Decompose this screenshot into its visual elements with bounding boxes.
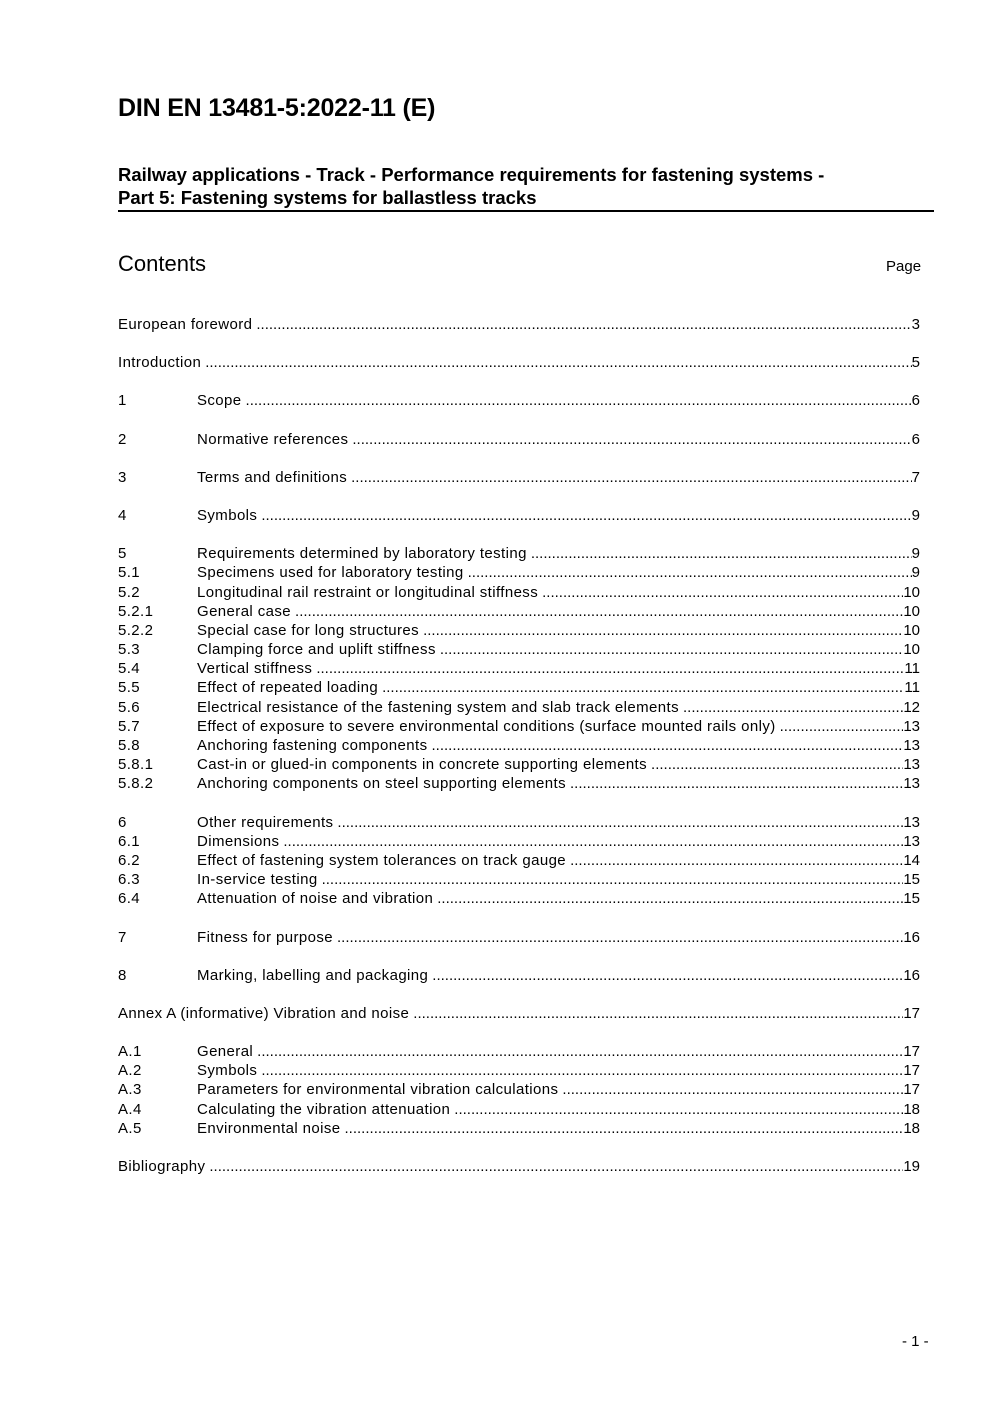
toc-leader bbox=[570, 774, 903, 793]
toc-page: 10 bbox=[903, 621, 920, 639]
toc-page: 9 bbox=[911, 506, 920, 524]
toc-page: 16 bbox=[903, 928, 920, 946]
toc-page: 18 bbox=[903, 1100, 920, 1118]
toc-page: 18 bbox=[903, 1119, 920, 1137]
toc-entry-introduction[interactable] bbox=[118, 353, 920, 372]
toc-title: Specimens used for laboratory testing bbox=[197, 564, 464, 582]
toc-leader bbox=[345, 1119, 904, 1138]
toc-title: Terms and definitions bbox=[197, 468, 348, 486]
toc-page: 13 bbox=[903, 756, 920, 774]
toc-number: 5.2.1 bbox=[118, 602, 154, 620]
toc-leader bbox=[432, 966, 903, 985]
toc-entry-4[interactable] bbox=[118, 506, 920, 525]
toc-title: General case bbox=[197, 602, 292, 620]
toc-entry-5-8-1[interactable] bbox=[118, 755, 920, 774]
toc-leader bbox=[413, 1004, 903, 1023]
toc-number: 5.4 bbox=[118, 660, 141, 678]
toc-title: Anchoring fastening components bbox=[197, 737, 428, 754]
toc-number: A.4 bbox=[118, 1100, 142, 1118]
toc-leader bbox=[437, 889, 903, 908]
toc-entry-3[interactable] bbox=[118, 468, 920, 487]
toc-number: 1 bbox=[118, 392, 127, 410]
toc-leader bbox=[570, 851, 903, 870]
toc-entry-european-foreword[interactable] bbox=[118, 315, 920, 334]
toc-title: Clamping force and uplift stiffness bbox=[197, 641, 436, 659]
toc-title: Marking, labelling and packaging bbox=[197, 966, 429, 984]
toc-title: Special case for long structures bbox=[197, 621, 420, 639]
toc-page: 9 bbox=[911, 564, 920, 582]
toc-title: Requirements determined by laboratory testing bbox=[197, 545, 527, 563]
toc-entry-5[interactable] bbox=[118, 544, 920, 563]
toc-leader bbox=[257, 1042, 903, 1061]
toc-page: 9 bbox=[911, 545, 920, 563]
toc-leader bbox=[316, 659, 904, 678]
toc-entry-5-8-2[interactable] bbox=[118, 774, 920, 793]
toc-entry-6-2[interactable] bbox=[118, 851, 920, 870]
toc-page: 7 bbox=[911, 468, 920, 486]
toc-number: 7 bbox=[118, 928, 127, 946]
toc-number: 6.2 bbox=[118, 851, 141, 869]
toc-title: In-service testing bbox=[197, 871, 318, 889]
toc-title: Fitness for purpose bbox=[197, 928, 333, 946]
toc-number: 8 bbox=[118, 966, 127, 984]
toc-title: Calculating the vibration attenuation bbox=[197, 1100, 451, 1118]
page-column-heading: Page bbox=[886, 258, 922, 275]
toc-title: Dimensions bbox=[197, 832, 280, 850]
toc-leader bbox=[322, 870, 904, 889]
toc-leader bbox=[209, 1157, 903, 1176]
toc-entry-6[interactable] bbox=[118, 813, 920, 832]
toc-number: A.2 bbox=[118, 1062, 142, 1080]
toc-title: Normative references bbox=[197, 430, 349, 448]
toc-entry-5-3[interactable] bbox=[118, 640, 920, 659]
toc-entry-a-3[interactable] bbox=[118, 1080, 920, 1099]
toc-entry-7[interactable] bbox=[118, 928, 920, 947]
toc-page: 17 bbox=[903, 1043, 920, 1061]
toc-number: 2 bbox=[118, 430, 127, 448]
toc-leader bbox=[531, 544, 912, 563]
toc-number: A.5 bbox=[118, 1119, 142, 1137]
toc-leader bbox=[337, 813, 903, 832]
toc-entry-annex-a[interactable] bbox=[118, 1004, 920, 1023]
toc-entry-a-5[interactable] bbox=[118, 1119, 920, 1138]
toc-title: Anchoring components on steel supporting elements bbox=[197, 775, 566, 793]
toc-page: 19 bbox=[903, 1158, 920, 1175]
toc-title: Cast-in or glued-in components in concrete supporting elements bbox=[197, 756, 648, 774]
toc-entry-5-6[interactable] bbox=[118, 698, 920, 717]
toc-page: 6 bbox=[911, 392, 920, 410]
toc-leader bbox=[352, 430, 911, 449]
toc-number: 6 bbox=[118, 813, 127, 831]
toc-number: A.1 bbox=[118, 1043, 142, 1061]
toc-page: 5 bbox=[911, 354, 920, 372]
toc-number: 6.3 bbox=[118, 871, 141, 889]
toc-page: 15 bbox=[903, 871, 920, 889]
toc-number: 5.1 bbox=[118, 564, 141, 582]
toc-entry-6-1[interactable] bbox=[118, 832, 920, 851]
toc-leader bbox=[261, 506, 911, 525]
toc-page: 13 bbox=[903, 737, 920, 754]
toc-entry-5-2-1[interactable] bbox=[118, 602, 920, 621]
toc-number: A.3 bbox=[118, 1081, 142, 1099]
toc-leader bbox=[440, 640, 903, 659]
toc-number: 5.7 bbox=[118, 717, 141, 735]
toc-entry-bibliography[interactable] bbox=[118, 1157, 920, 1176]
toc-page: 6 bbox=[911, 430, 920, 448]
toc-number: 5.3 bbox=[118, 641, 141, 659]
toc-page: 14 bbox=[903, 851, 920, 869]
toc-number: 6.4 bbox=[118, 890, 141, 908]
toc-leader bbox=[454, 1100, 903, 1119]
toc-page: 16 bbox=[903, 966, 920, 984]
title-line-1: Railway applications - Track - Performance requirements for fastening systems - bbox=[118, 164, 825, 185]
toc-leader bbox=[205, 353, 911, 372]
table-of-contents bbox=[118, 315, 920, 1176]
toc-number: 5.5 bbox=[118, 679, 141, 697]
toc-entry-5-7[interactable] bbox=[118, 717, 920, 736]
toc-number: 5.8 bbox=[118, 737, 141, 754]
toc-leader bbox=[468, 563, 912, 582]
toc-page: 13 bbox=[903, 813, 920, 831]
toc-leader bbox=[246, 391, 912, 410]
toc-entry-5-5[interactable] bbox=[118, 678, 920, 697]
toc-title: Symbols bbox=[197, 506, 258, 524]
toc-page: 10 bbox=[903, 602, 920, 620]
toc-entry-a-2[interactable] bbox=[118, 1061, 920, 1080]
toc-title: Effect of fastening system tolerances on track gauge bbox=[197, 851, 567, 869]
toc-page: 10 bbox=[903, 583, 920, 601]
toc-leader bbox=[780, 717, 904, 736]
toc-leader bbox=[351, 468, 912, 487]
toc-page: 12 bbox=[903, 698, 920, 716]
toc-title: Bibliography bbox=[118, 1158, 206, 1175]
toc-entry-6-4[interactable] bbox=[118, 889, 920, 908]
toc-page: 10 bbox=[903, 641, 920, 659]
toc-title: Introduction bbox=[118, 354, 202, 372]
toc-leader bbox=[683, 698, 903, 717]
toc-number: 5.6 bbox=[118, 698, 141, 716]
toc-leader bbox=[256, 315, 911, 334]
toc-entry-8[interactable] bbox=[118, 966, 920, 985]
toc-title: Parameters for environmental vibration calculations bbox=[197, 1081, 559, 1099]
toc-entry-5-8[interactable] bbox=[118, 736, 920, 755]
toc-title: Symbols bbox=[197, 1062, 258, 1080]
toc-page: 17 bbox=[903, 1081, 920, 1099]
toc-title: Annex A (informative) Vibration and noise bbox=[118, 1004, 410, 1022]
toc-title: Other requirements bbox=[197, 813, 334, 831]
contents-heading: Contents bbox=[118, 251, 207, 276]
toc-entry-5-2-2[interactable] bbox=[118, 621, 920, 640]
toc-title: Attenuation of noise and vibration bbox=[197, 890, 434, 908]
toc-number: 6.1 bbox=[118, 832, 141, 850]
toc-number: 4 bbox=[118, 506, 127, 524]
toc-leader bbox=[431, 736, 903, 755]
toc-number: 5.8.2 bbox=[118, 775, 154, 793]
toc-number: 5.2 bbox=[118, 583, 141, 601]
toc-number: 3 bbox=[118, 468, 127, 486]
page-number: - 1 - bbox=[902, 1333, 929, 1350]
title-line-2: Part 5: Fastening systems for ballastless tracks bbox=[118, 187, 537, 208]
toc-leader bbox=[423, 621, 903, 640]
toc-title: Electrical resistance of the fastening system and slab track elements bbox=[197, 698, 679, 716]
toc-leader bbox=[283, 832, 903, 851]
toc-title: Effect of exposure to severe environmental conditions (surface mounted rails only) bbox=[197, 717, 776, 735]
toc-leader bbox=[261, 1061, 903, 1080]
toc-entry-1[interactable] bbox=[118, 391, 920, 410]
toc-number: 5.8.1 bbox=[118, 756, 154, 774]
toc-title: European foreword bbox=[118, 316, 253, 333]
document-title bbox=[118, 163, 934, 212]
toc-entry-5-2[interactable] bbox=[118, 583, 920, 602]
toc-title: Effect of repeated loading bbox=[197, 679, 379, 697]
toc-page: 11 bbox=[904, 660, 920, 678]
toc-entry-a-1[interactable] bbox=[118, 1042, 920, 1061]
toc-leader bbox=[542, 583, 903, 602]
document-id: DIN EN 13481-5:2022-11 (E) bbox=[118, 94, 436, 122]
toc-entry-2[interactable] bbox=[118, 430, 920, 449]
toc-page: 13 bbox=[903, 832, 920, 850]
toc-title: Scope bbox=[197, 392, 242, 410]
toc-entry-5-1[interactable] bbox=[118, 563, 920, 582]
toc-title: Environmental noise bbox=[197, 1119, 341, 1137]
toc-page: 17 bbox=[903, 1004, 920, 1022]
toc-title: Longitudinal rail restraint or longitudinal stiffness bbox=[197, 583, 539, 601]
toc-leader bbox=[337, 928, 903, 947]
toc-leader bbox=[295, 602, 903, 621]
toc-page: 11 bbox=[904, 679, 920, 697]
toc-page: 13 bbox=[903, 775, 920, 793]
toc-entry-a-4[interactable] bbox=[118, 1100, 920, 1119]
toc-leader bbox=[562, 1080, 903, 1099]
toc-title: Vertical stiffness bbox=[197, 660, 313, 678]
toc-leader bbox=[651, 755, 903, 774]
toc-number: 5.2.2 bbox=[118, 621, 154, 639]
toc-entry-5-4[interactable] bbox=[118, 659, 920, 678]
toc-page: 17 bbox=[903, 1062, 920, 1080]
toc-page: 3 bbox=[911, 316, 920, 333]
toc-leader bbox=[382, 678, 904, 697]
toc-number: 5 bbox=[118, 545, 127, 563]
toc-title: General bbox=[197, 1043, 254, 1061]
toc-page: 15 bbox=[903, 890, 920, 908]
toc-entry-6-3[interactable] bbox=[118, 870, 920, 889]
toc-page: 13 bbox=[903, 717, 920, 735]
